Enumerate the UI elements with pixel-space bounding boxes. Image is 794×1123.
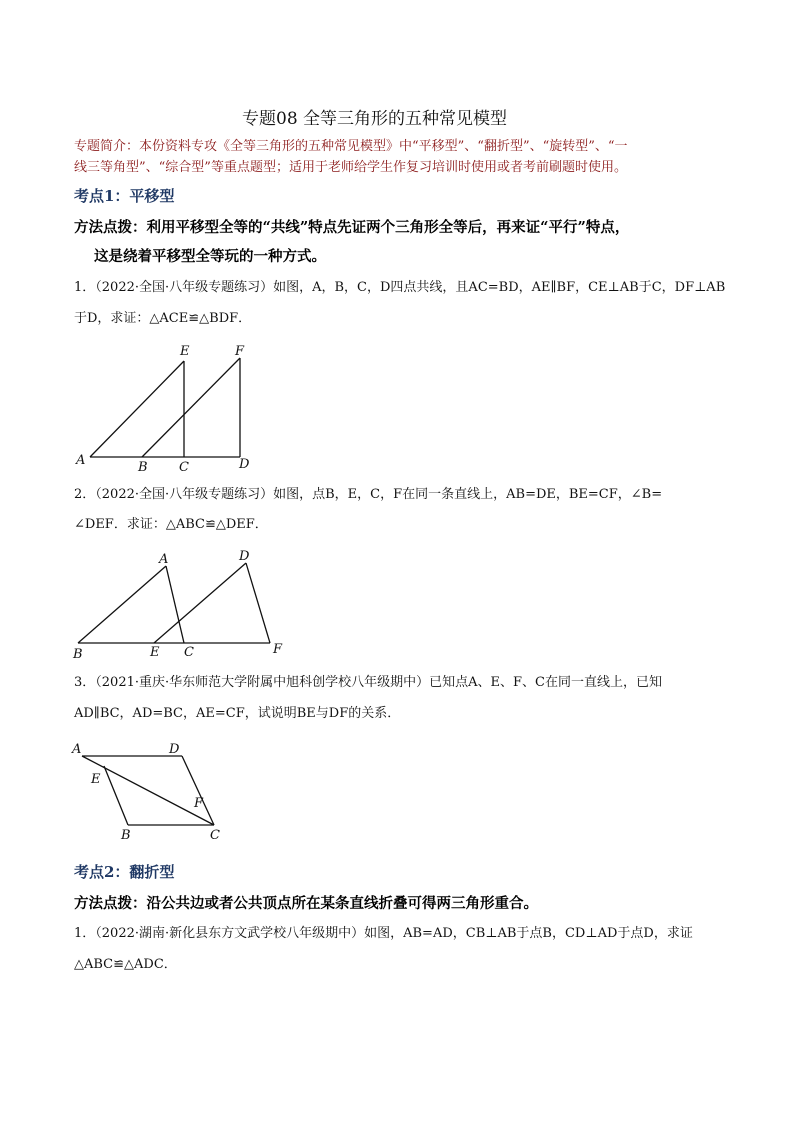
method-tip-folding: 方法点拨：沿公共边或者公共顶点所在某条直线折叠可得两三角形重合。	[74, 895, 538, 912]
figure-problem-3	[70, 735, 235, 845]
method-tip-line-1: 方法点拨：利用平移型全等的“共线”特点先证两个三角形全等后，再来证“平行”特点，	[74, 219, 630, 236]
point-label-d: D	[239, 457, 250, 472]
segment-dc	[182, 756, 214, 825]
point-label-f: F	[235, 344, 245, 359]
problem-2-line-1: 2．（2022·全国·八年级专题练习）如图，点B，E，C，F在同一条直线上，AB=DE，BE=CF，∠B=	[74, 487, 663, 502]
problem-1-line-1: 1．（2022·全国·八年级专题练习）如图，A，B，C，D四点共线，且AC=BD，AE∥BF，CE⊥AB于C，DF⊥AB	[74, 280, 726, 295]
point-label-e: E	[180, 344, 190, 359]
folding-problem-1-line-2: △ABC≌△ADC．	[74, 957, 177, 972]
point-label-e: E	[150, 645, 160, 660]
figure-problem-2	[70, 545, 290, 665]
point-label-c: C	[184, 645, 194, 660]
point-label-c: C	[179, 460, 189, 475]
page-title: 专题08 全等三角形的五种常见模型	[242, 109, 508, 129]
point-label-a: A	[76, 453, 86, 468]
segment-ba	[78, 566, 166, 643]
folding-problem-1-line-1: 1．（2022·湖南·新化县东方文武学校八年级期中）如图，AB=AD，CB⊥AB于点B，CD⊥AD于点D，求证	[74, 926, 693, 941]
point-label-d: D	[239, 549, 250, 564]
problem-1-line-2: 于D，求证：△ACE≌△BDF．	[74, 311, 252, 326]
segment-be	[104, 766, 128, 825]
segment-ac	[166, 566, 184, 643]
segment-ac	[82, 756, 214, 825]
point-label-c: C	[210, 828, 220, 843]
problem-3-line-1: 3．（2021·重庆·华东师范大学附属中旭科创学校八年级期中）已知点A、E、F、C在同一直线上，已知	[74, 675, 662, 690]
point-label-b: B	[73, 647, 83, 662]
problem-3-line-2: AD∥BC，AD=BC，AE=CF，试说明BE与DF的关系．	[74, 706, 401, 721]
point-label-e: E	[91, 772, 101, 787]
point-label-a: A	[72, 742, 82, 757]
point-label-f: F	[273, 642, 283, 657]
point-label-b: B	[138, 460, 148, 475]
section-heading-folding: 考点2：翻折型	[74, 863, 175, 881]
figure-problem-1	[70, 340, 270, 475]
intro-line-2: 线三等角型”、“综合型”等重点题型；适用于老师给学生作复习培训时使用或者考前刷题时使用。	[74, 160, 627, 175]
intro-line-1: 专题简介：本份资料专攻《全等三角形的五种常见模型》中“平移型”、“翻折型”、“旋转型”、“一	[74, 139, 628, 154]
problem-2-line-2: ∠DEF．求证：△ABC≌△DEF．	[74, 517, 268, 532]
point-label-a: A	[159, 552, 169, 567]
segment-df	[246, 563, 270, 643]
point-label-d: D	[169, 742, 180, 757]
section-heading-translation: 考点1：平移型	[74, 187, 175, 205]
segment-bf	[142, 358, 240, 457]
point-label-b: B	[121, 828, 131, 843]
point-label-f: F	[194, 796, 204, 811]
method-tip-line-2: 这是绕着平移型全等玩的一种方式。	[94, 248, 326, 265]
segment-ae	[90, 361, 184, 457]
